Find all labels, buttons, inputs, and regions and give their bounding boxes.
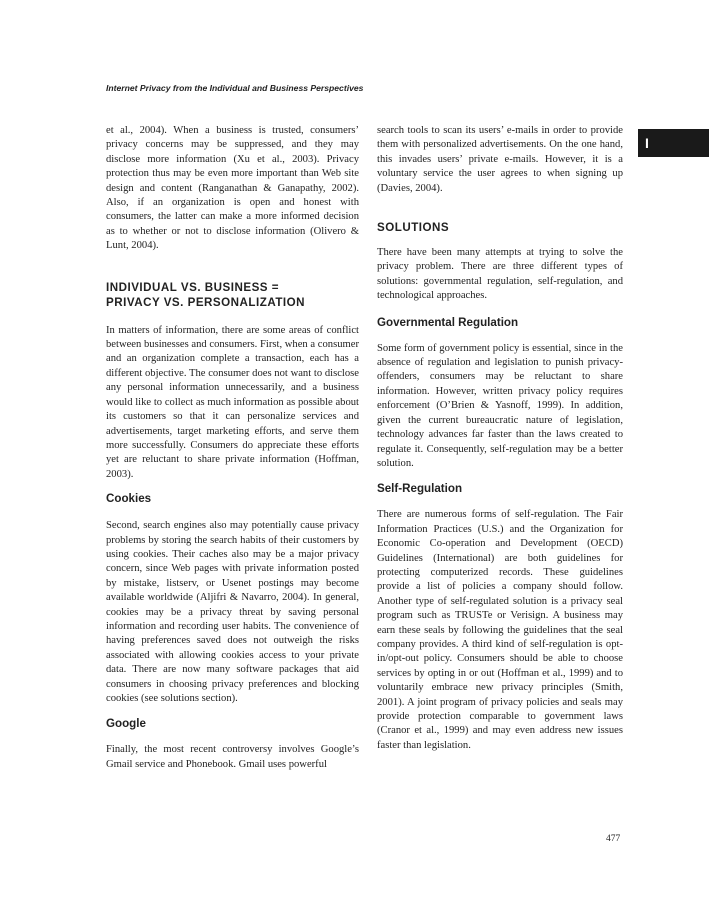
solutions-heading: SOLUTIONS xyxy=(377,221,450,235)
thumb-index-letter: I xyxy=(645,135,649,151)
google-paragraph: Finally, the most recent controversy involves Google’s Gmail service and Phonebook. Gmail uses powerful xyxy=(106,744,359,770)
intro-paragraph: et al., 2004). When a business is trusted, consumers’ privacy concerns may be suppressed, and they may disclose more information (Xu et al., 2003). Privacy protection thus may be even more important than Web site design and content (Ranganathan & Ganapathy, 2002). Also, if an organization is open and honest with consumers, the latter can make a more informed decision as to whether or not to disclose information (Olivero & Lunt, 2004). xyxy=(106,125,359,252)
running-head: Internet Privacy from the Individual and Business Perspectives xyxy=(106,83,364,93)
left-column xyxy=(106,124,359,772)
cookies-heading: Cookies xyxy=(106,492,152,506)
page-number: 477 xyxy=(606,834,621,844)
cookies-paragraph: Second, search engines also may potentially cause privacy problems by storing the search habits of their customers by using cookies. Their caches also may be a major privacy concern, since Web pages with private information posted by mistake, listserv, or Usenet postings may become available worldwide (Aljifri & Navarro, 2004). In general, cookies may be a privacy threat by saving personal information and recording user habits. The convenience of having preferences saved does not outweigh the risks associated with allowing cookies access to your private data. There are now many software packages that aid consumers in choosing privacy preferences and blocking cookies (see solutions section). xyxy=(106,520,359,704)
section-heading-line1: INDIVIDUAL VS. BUSINESS = xyxy=(106,280,280,294)
self-regulation-paragraph: There are numerous forms of self-regulation. The Fair Information Practices (U.S.) and the Organization for Economic Co-operation and Development (OECD) Guidelines (International) are both guidelines for protecting computerized records. These guidelines provide a list of policies a company should follow. Another type of self-regulated solution is a privacy seal program such as TRUSTe or Verisign. A business may earn these seals by following the guidelines that the seal company provides. A third kind of self-regulation is opt-in/opt-out policy. Consumers should be able to choose services by opting in or out (Hoffman et al., 1999) and to voluntarily embrace new privacy principles (Smith, 2001). A joint program of privacy policies and seals may provide protection comparable to government laws (Cranor et al., 1999) and may even address new issues faster than legislation. xyxy=(377,509,623,751)
thumb-index-tab xyxy=(638,129,709,157)
solutions-paragraph: There have been many attempts at trying to solve the privacy problem. There are three different types of solutions: governmental regulation, self-regulation, and technological approaches. xyxy=(377,247,623,302)
section-heading-line2: PRIVACY VS. PERSONALIZATION xyxy=(106,295,306,309)
gmail-continuation-paragraph: search tools to scan its users’ e-mails in order to provide them with personalized advertisements. On the one hand, this invades users’ private e-mails. However, it is a voluntary service the user agrees to when signing up (Davies, 2004). xyxy=(377,125,623,194)
governmental-regulation-paragraph: Some form of government policy is essential, since in the absence of regulation and legislation to punish privacy-offenders, consumers may be reluctant to share information. However, written privacy policy requires enforcement (O’Brien & Yasnoff, 1999). In addition, given the current bureaucratic nature of legislation, technology advances far faster than the laws created to regulate it. Consequently, self-regulation may be a better solution. xyxy=(377,342,623,469)
section-heading-individual-vs-business xyxy=(106,280,359,310)
privacy-vs-personalization-paragraph: In matters of information, there are some areas of conflict between businesses and consumers. First, when a consumer and an organization complete a transaction, each has a different objective. The consumer does not want to disclose any personal information unnecessarily, and a business would like to collect as much information as possible about its customers so that it can personalize services and advertisements, target marketing efforts, and serve them more successfully. Consumers do appreciate these efforts yet are reluctant to share private information (Hoffman, 2003). xyxy=(106,324,359,480)
right-column xyxy=(377,124,623,753)
google-heading: Google xyxy=(106,717,146,731)
governmental-regulation-heading: Governmental Regulation xyxy=(377,315,519,329)
self-regulation-heading: Self-Regulation xyxy=(377,482,463,496)
